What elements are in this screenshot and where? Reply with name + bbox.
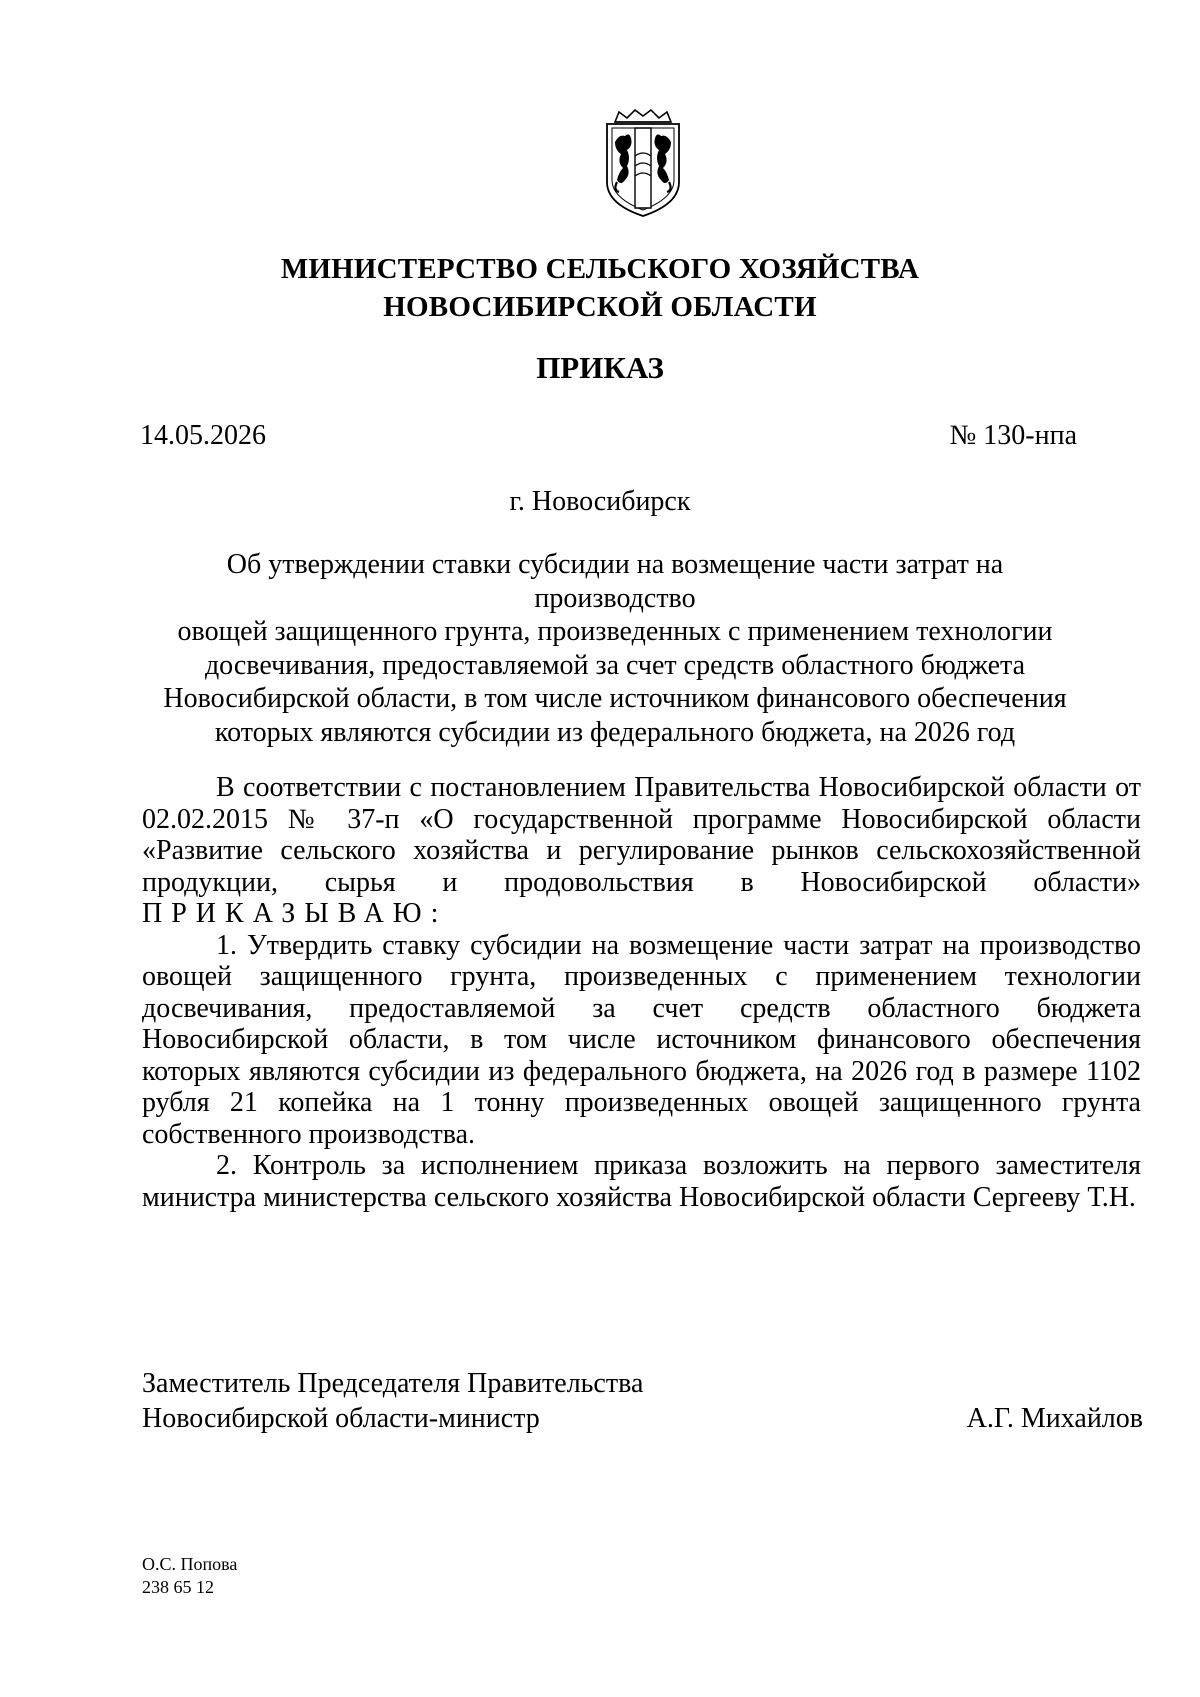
ministry-name	[0, 250, 1200, 326]
document-subject	[150, 548, 1080, 749]
signatory-title	[142, 1366, 643, 1436]
document-date: 14.05.2026	[140, 420, 266, 451]
executor-block	[142, 1553, 237, 1599]
executor-phone: 238 65 12	[142, 1577, 214, 1597]
order-word: ПРИКАЗЫВАЮ:	[142, 898, 448, 929]
subject-line: Новосибирской области, в том числе источником финансового обеспечения	[163, 683, 1067, 714]
subject-line: досвечивания, предоставляемой за счет средств областного бюджета	[204, 649, 1026, 681]
signatory-title-line-1: Заместитель Председателя Правительства	[142, 1368, 644, 1399]
ministry-line-2: НОВОСИБИРСКОЙ ОБЛАСТИ	[383, 291, 817, 323]
executor-name: О.С. Попова	[142, 1554, 238, 1574]
item-2-paragraph: 2. Контроль за исполнением приказа возложить на первого заместителя министра министерства сельского хозяйства Новосибирской области Сергееву Т.Н.	[142, 1150, 1141, 1213]
signatory-name: А.Г. Михайлов	[966, 1403, 1143, 1434]
ministry-line-1: МИНИСТЕРСТВО СЕЛЬСКОГО ХОЗЯЙСТВА	[280, 253, 920, 285]
subject-line: которых являются субсидии из федерального бюджета, на 2026 год	[214, 716, 1016, 748]
document-number: № 130-нпа	[949, 420, 1077, 451]
subject-line: Об утверждении ставки субсидии на возмещение части затрат на производство	[226, 549, 1004, 614]
preamble-paragraph: В соответствии с постановлением Правительства Новосибирской области от 02.02.2015 № 37-п «О государственной программе Новосибирской области «Развитие сельского хозяйства и регулирование рынков сельскохозяйственной продукции, сырья и продовольствия в Новосибирской области»	[142, 772, 1141, 898]
signatory-title-line-2: Новосибирской области-министр	[142, 1403, 540, 1434]
document-type: ПРИКАЗ	[536, 350, 664, 385]
item-1-paragraph: 1. Утвердить ставку субсидии на возмещение части затрат на производство овощей защищенного грунта, произведенных с применением технологии досвечивания, предоставляемой за счет средств областного бюджета Новосибирской области, в том числе источником финансового обеспечения которых являются субсидии из федерального бюджета, на 2026 год в размере 1102 рубля 21 копейка на 1 тонну произведенных овощей защищенного грунта собственного производства.	[142, 929, 1141, 1150]
document-city: г. Новосибирск	[509, 486, 691, 517]
document-body	[142, 772, 1141, 1213]
subject-line: овощей защищенного грунта, произведенных с применением технологии	[177, 616, 1053, 647]
coat-of-arms-icon	[597, 108, 689, 218]
